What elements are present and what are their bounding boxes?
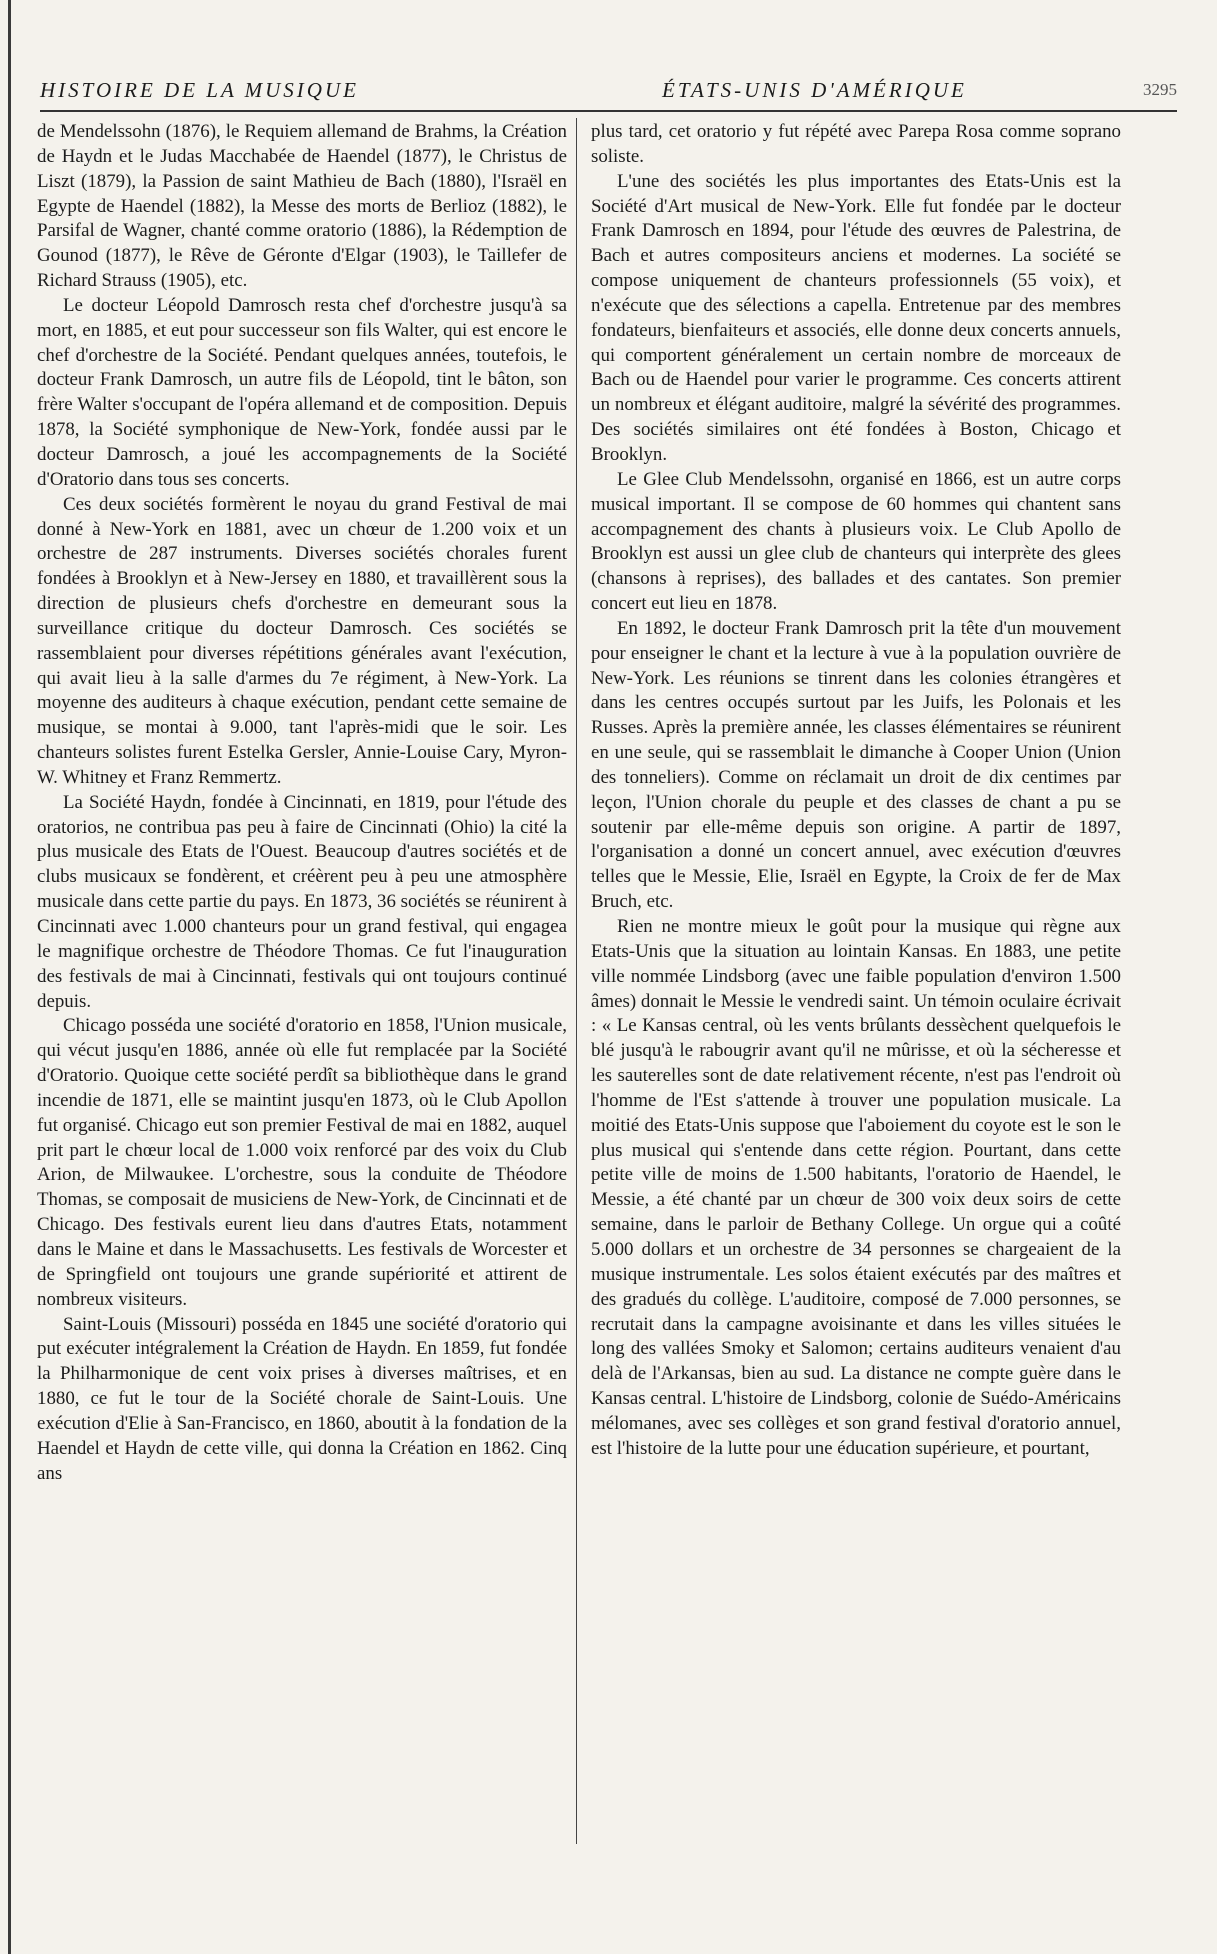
column-divider	[576, 118, 577, 1844]
paragraph: plus tard, cet oratorio y fut répété avec Parepa Rosa comme soprano soliste.	[591, 121, 1121, 167]
paragraph: Chicago posséda une société d'oratorio en 1858, l'Union musicale, qui vécut jusqu'en 1886, année où elle fut remplacée par la Société d'Oratorio. Quoique cette société perdît sa bibliothèque dans le grand incendie de 1871, elle se maintint jusqu'en 1873, où le Club Apollon fut organisé. Chicago eut son premier Festival de mai en 1882, auquel prit part le chœur local de 1.000 voix renforcé par des voix du Club Arion, de Milwaukee. L'orchestre, sous la conduite de Théodore Thomas, se composait de musiciens de New-York, de Cincinnati et de Chicago. Des festivals eurent lieu dans d'autres Etats, notamment dans le Maine et dans le Massachusetts. Les festivals de Worcester et de Springfield ont toujours une grande supériorité et attirent de nombreux visiteurs.	[37, 1015, 567, 1310]
binding-edge	[8, 0, 11, 1954]
paragraph: Le Glee Club Mendelssohn, organisé en 1866, est un autre corps musical important. Il se compose de 60 hommes qui chantent sans accompagnement des chants à plusieurs voix. Le Club Apollo de Brooklyn est aussi un glee club de chanteurs qui interprète des glees (chansons à reprises), des ballades et des cantates. Son premier concert eut lieu en 1878.	[591, 468, 1121, 615]
right-column	[591, 120, 1121, 1920]
paragraph: Rien ne montre mieux le goût pour la musique qui règne aux Etats-Unis que la situation au lointain Kansas. En 1883, une petite ville nommée Lindsborg (avec une faible population d'environ 1.500 âmes) donnait le Messie le vendredi saint. Un témoin oculaire écrivait : « Le Kansas central, où les vents brûlants dessèchent quelquefois le blé jusqu'à le rabougrir avant qu'il ne mûrisse, et où la sécheresse et les sauterelles sont de date relativement récente, n'est pas l'endroit où l'homme de l'Est s'attende à trouver une population musicale. La moitié des Etats-Unis suppose que l'aboiement du coyote est le son le plus musical qui s'entende dans cette région. Pourtant, dans cette petite ville de moins de 1.500 habitants, l'oratorio de Haendel, le Messie, a été chanté par un chœur de 300 voix deux soirs de cette semaine, dans le parloir de Bethany College. Un orgue qui a coûté 5.000 dollars et un orchestre de 34 personnes se chargeaient de la musique instrumentale. Les solos étaient exécutés par des maîtres et des gradués du collège. L'auditoire, composé de 7.000 personnes, se recrutait dans la campagne avoisinante et dans les villes situées le long des vallées Smoky et Salomon; certains auditeurs venaient d'au delà de l'Arkansas, bien au sud. La distance ne compte guère dans le Kansas central. L'histoire de Lindsborg, colonie de Suédo-Américains mélomanes, avec ses collèges et son grand festival d'oratorio annuel, est l'histoire de la lutte pour une éducation supérieure, et pourtant,	[591, 916, 1121, 1459]
header-book-title: HISTOIRE DE LA MUSIQUE	[40, 78, 359, 102]
page-number: 3295	[1143, 80, 1177, 99]
paragraph: L'une des sociétés les plus importantes des Etats-Unis est la Société d'Art musical de New-York. Elle fut fondée par le docteur Frank Damrosch en 1894, pour l'étude des œuvres de Palestrina, de Bach et autres compositeurs anciens et modernes. La société se compose uniquement de chanteurs professionnels (55 voix), et n'exécute que des sélections a capella. Entretenue par des membres fondateurs, bienfaiteurs et associés, elle donne deux concerts annuels, qui comportent généralement un certain nombre de morceaux de Bach ou de Haendel pour varier le programme. Ces concerts attirent un nombreux et élégant auditoire, malgré la sévérité des programmes. Des sociétés similaires ont été fondées à Boston, Chicago et Brooklyn.	[591, 170, 1121, 465]
paragraph: de Mendelssohn (1876), le Requiem allemand de Brahms, la Création de Haydn et le Judas Macchabée de Haendel (1877), le Christus de Liszt (1879), la Passion de saint Mathieu de Bach (1880), l'Israël en Egypte de Haendel (1882), la Messe des morts de Berlioz (1882), le Parsifal de Wagner, chanté comme oratorio (1886), la Rédemption de Gounod (1877), le Rêve de Géronte d'Elgar (1903), le Taillefer de Richard Strauss (1905), etc.	[37, 121, 567, 292]
header-chapter-title: ÉTATS-UNIS D'AMÉRIQUE	[662, 78, 967, 102]
paragraph: Le docteur Léopold Damrosch resta chef d'orchestre jusqu'à sa mort, en 1885, et eut pour successeur son fils Walter, qui est encore le chef d'orchestre de la Société. Pendant quelques années, toutefois, le docteur Frank Damrosch, un autre fils de Léopold, tint le bâton, son frère Walter s'occupant de l'opéra allemand et de composition. Depuis 1878, la Société symphonique de New-York, fondée aussi par le docteur Damrosch, a joué les accompagnements de la Société d'Oratorio dans tous ses concerts.	[37, 294, 567, 490]
paragraph: Saint-Louis (Missouri) posséda en 1845 une société d'oratorio qui put exécuter intégralement la Création de Haydn. En 1859, fut fondée la Philharmonique de cent voix prises à diverses maîtrises, et en 1880, ce fut le tour de la Société chorale de Saint-Louis. Une exécution d'Elie à San-Francisco, en 1860, aboutit à la fondation de la Haendel et Haydn de cette ville, qui donna la Création en 1862. Cinq ans	[37, 1313, 567, 1484]
running-header	[40, 78, 1177, 106]
left-column	[37, 120, 567, 1920]
paragraph: Ces deux sociétés formèrent le noyau du grand Festival de mai donné à New-York en 1881, avec un chœur de 1.200 voix et un orchestre de 287 instruments. Diverses sociétés chorales furent fondées à Brooklyn et à New-Jersey en 1880, et travaillèrent sous la direction de plusieurs chefs d'orchestre en demeurant sous la surveillance critique du docteur Damrosch. Ces sociétés se rassemblaient pour diverses répétitions générales avant l'exécution, qui avait lieu à la salle d'armes du 7e régiment, à New-York. La moyenne des auditeurs à chaque exécution, pendant cette semaine de musique, se montai à 9.000, tant l'après-midi que le soir. Les chanteurs solistes furent Estelka Gersler, Annie-Louise Cary, Myron-W. Whitney et Franz Remmertz.	[37, 493, 567, 788]
header-rule	[40, 110, 1177, 112]
paragraph: En 1892, le docteur Frank Damrosch prit la tête d'un mouvement pour enseigner le chant et la lecture à vue à la population ouvrière de New-York. Les réunions se tinrent dans les colonies étrangères et dans les centres occupés surtout par les Juifs, les Polonais et les Russes. Après la première année, les classes élémentaires se réunirent en une seule, qui se rassemblait le dimanche à Cooper Union (Union des tonneliers). Comme on réclamait un droit de dix centimes par leçon, l'Union chorale du peuple et des classes de chant a pu se soutenir par elle-même depuis son origine. A partir de 1897, l'organisation a donné un concert annuel, avec exécution d'œuvres telles que le Messie, Elie, Israël en Egypte, la Croix de fer de Max Bruch, etc.	[591, 617, 1121, 913]
paragraph: La Société Haydn, fondée à Cincinnati, en 1819, pour l'étude des oratorios, ne contribua pas peu à faire de Cincinnati (Ohio) la cité la plus musicale des Etats de l'Ouest. Beaucoup d'autres sociétés et de clubs musicaux se fondèrent, et créèrent peu à peu une atmosphère musicale dans cette partie du pays. En 1873, 36 sociétés se réunirent à Cincinnati avec 1.000 chanteurs pour un grand festival, qui engagea le magnifique orchestre de Théodore Thomas. Ce fut l'inauguration des festivals de mai à Cincinnati, festivals qui ont toujours continué depuis.	[37, 791, 567, 1012]
